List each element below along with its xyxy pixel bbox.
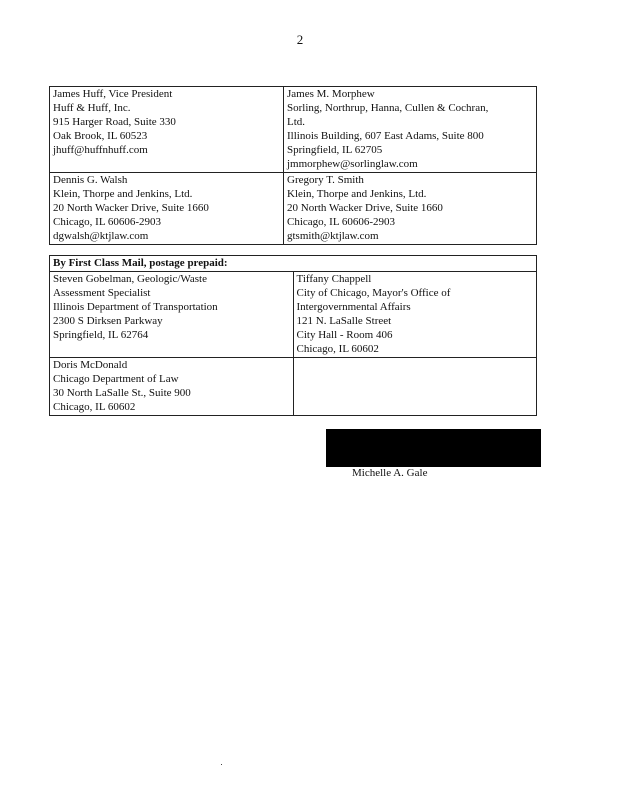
- recipient-line: 20 North Wacker Drive, Suite 1660: [53, 202, 209, 214]
- recipient-line: Ltd.: [287, 116, 306, 128]
- recipient-line: James Huff, Vice President: [53, 88, 173, 100]
- table-row: [50, 272, 537, 358]
- table-header-row: [50, 256, 537, 272]
- recipient-line: Springfield, IL 62705: [287, 144, 383, 156]
- table-row: [50, 87, 537, 173]
- recipient-line: City of Chicago, Mayor's Office of: [296, 287, 451, 299]
- recipient-line: City Hall - Room 406: [296, 329, 393, 341]
- recipient-line: Steven Gobelman, Geologic/Waste: [53, 273, 207, 285]
- recipient-line: Intergovernmental Affairs: [296, 301, 411, 313]
- table-row: [50, 358, 537, 416]
- recipient-cell: [284, 87, 537, 173]
- recipient-line: Dennis G. Walsh: [53, 174, 128, 186]
- signature-redaction: [326, 429, 541, 467]
- recipient-line: James M. Morphew: [287, 88, 375, 100]
- recipient-email: jhuff@huffnhuff.com: [53, 144, 148, 156]
- recipient-cell: [50, 358, 294, 416]
- signer-name: Michelle A. Gale: [352, 467, 428, 479]
- recipient-cell: [293, 272, 537, 358]
- recipient-line: Sorling, Northrup, Hanna, Cullen & Cochran,: [287, 102, 489, 114]
- recipient-cell: [50, 87, 284, 173]
- recipient-line: Oak Brook, IL 60523: [53, 130, 148, 142]
- mail-method-header: By First Class Mail, postage prepaid:: [50, 256, 537, 272]
- recipient-line: Springfield, IL 62764: [53, 329, 149, 341]
- recipient-cell: [284, 173, 537, 245]
- recipient-line: Chicago, IL 60602: [53, 401, 136, 413]
- service-table-mail: [49, 255, 537, 416]
- recipient-cell: [50, 272, 294, 358]
- recipient-line: Chicago Department of Law: [53, 373, 179, 385]
- recipient-line: Illinois Department of Transportation: [53, 301, 218, 313]
- recipient-line: 30 North LaSalle St., Suite 900: [53, 387, 191, 399]
- recipient-line: 915 Harger Road, Suite 330: [53, 116, 176, 128]
- recipient-line: Huff & Huff, Inc.: [53, 102, 131, 114]
- recipient-line: Doris McDonald: [53, 359, 128, 371]
- recipient-line: 20 North Wacker Drive, Suite 1660: [287, 202, 443, 214]
- recipient-email: dgwalsh@ktjlaw.com: [53, 230, 149, 242]
- recipient-line: Chicago, IL 60602: [296, 343, 379, 355]
- recipient-email: jmmorphew@sorlinglaw.com: [287, 158, 418, 170]
- recipient-line: Gregory T. Smith: [287, 174, 364, 186]
- recipient-line: 2300 S Dirksen Parkway: [53, 315, 163, 327]
- scan-speck: [221, 764, 222, 765]
- recipient-line: 121 N. LaSalle Street: [296, 315, 392, 327]
- table-row: [50, 173, 537, 245]
- recipient-cell: [50, 173, 284, 245]
- recipient-line: Chicago, IL 60606-2903: [287, 216, 396, 228]
- service-table-electronic: [49, 86, 537, 245]
- empty-cell: [293, 358, 537, 416]
- recipient-line: Tiffany Chappell: [296, 273, 372, 285]
- recipient-line: Chicago, IL 60606-2903: [53, 216, 162, 228]
- recipient-line: Assessment Specialist: [53, 287, 151, 299]
- recipient-line: Illinois Building, 607 East Adams, Suite 800: [287, 130, 484, 142]
- page-number: 2: [296, 32, 304, 47]
- recipient-line: Klein, Thorpe and Jenkins, Ltd.: [53, 188, 193, 200]
- recipient-email: gtsmith@ktjlaw.com: [287, 230, 379, 242]
- recipient-line: Klein, Thorpe and Jenkins, Ltd.: [287, 188, 427, 200]
